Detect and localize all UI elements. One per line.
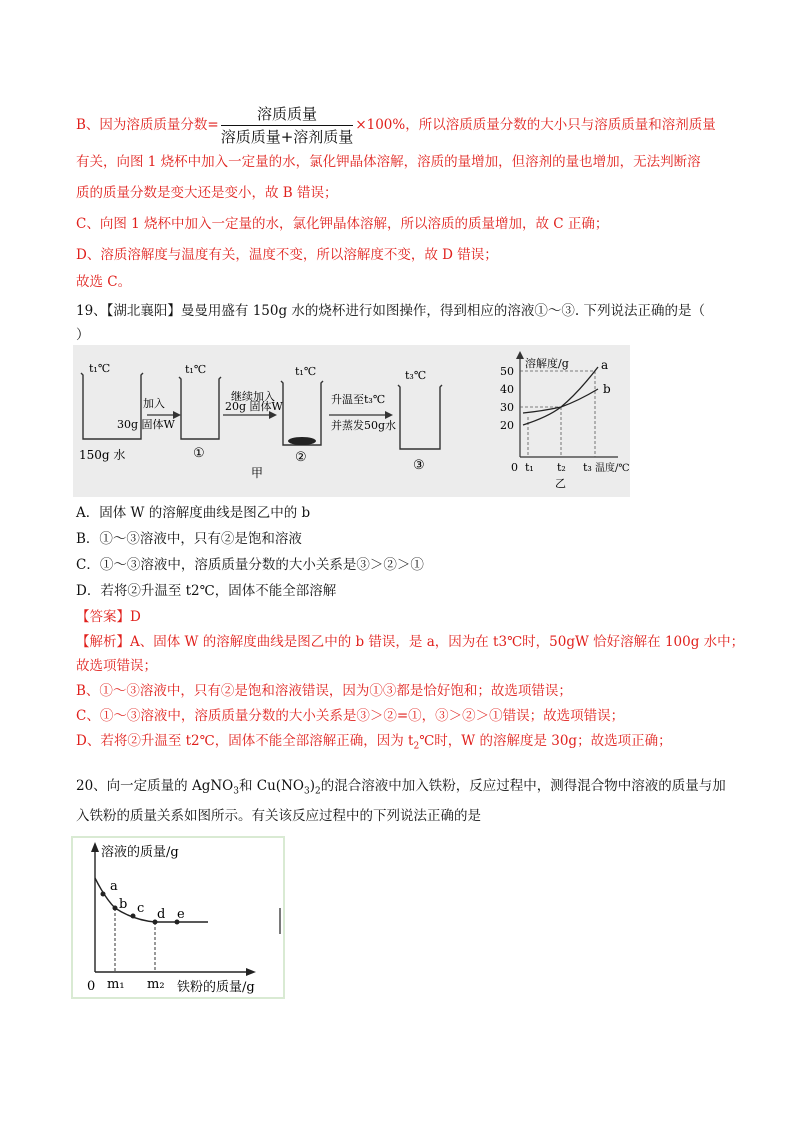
arrow-2 [223,389,284,419]
formula-numerator: 溶质质量 [221,104,354,126]
beaker-0 [79,362,143,462]
q19-option-d: D．若将②升温至 t2℃，固体不能全部溶解 [76,583,337,599]
formula-denominator: 溶质质量+溶剂质量 [220,128,354,146]
q20-stem-paren: ) [309,778,315,794]
beaker3-label: ③ [413,458,425,473]
q20-origin: 0 [87,979,96,994]
ytick-30: 30 [500,401,514,414]
undissolved-solid [288,437,316,445]
q19-analysis-a-line2: 故选项错误； [76,658,157,674]
point-b [113,906,118,911]
label-e: e [177,907,185,922]
beaker-2 [281,365,323,465]
q20-stem-line2: 入铁粉的质量关系如图所示。有关该反应过程中的下列说法正确的是 [76,808,481,824]
q19-analysis-d-prefix: D、若将②升温至 t2℃，固体不能全部溶解正确，因为 t [76,733,414,749]
q18-b-prefix: B、因为溶质质量分数= [76,117,219,133]
mass-fraction-formula [221,104,354,147]
q19-option-c: C．①～③溶液中，溶质质量分数的大小关系是③＞②＞① [76,557,424,573]
beaker-3 [398,369,442,473]
arrow-1 [117,396,181,431]
q19-stem-line2: ） [76,327,90,343]
q19-figure-svg [73,345,630,497]
q19-answer: 【答案】D [76,609,141,625]
q20-m2: m₂ [147,977,165,992]
q19-analysis-a-line1: 【解析】A、固体 W 的溶解度曲线是图乙中的 b 错误，是 a，因为在 t3℃时，50gW 恰好溶解在 100g 水中； [76,634,745,650]
jia-label: 甲 [251,466,264,480]
q19-analysis-d [76,731,672,757]
label-d: d [157,907,166,922]
solubility-ylabel: 溶解度/g [525,357,569,370]
label-c: c [137,901,145,916]
ytick-50: 50 [500,365,514,378]
label-a: a [110,879,118,894]
q19-stem-line1: 19、【湖北襄阳】曼曼用盛有 150g 水的烧杯进行如图操作，得到相应的溶液①～③. 下列说法正确的是（ [76,303,706,319]
q19-analysis-d-suffix: ℃时，W 的溶解度是 30g；故选项正确； [419,733,672,749]
q18-option-b-line3: 质的质量分数是变大还是变小，故 B 错误； [76,185,338,201]
ytick-20: 20 [500,419,514,432]
q20-figure [71,836,285,999]
q19-analysis-d-sub: 2 [413,741,420,752]
beaker0-temp: t₁℃ [89,362,111,375]
arrow3-top: 升温至t₃℃ [331,393,386,406]
q18-b-suffix: ×100%，所以溶质质量分数的大小只与溶质质量和溶剂质量 [355,117,716,133]
q19-option-b: B．①～③溶液中，只有②是饱和溶液 [76,531,302,547]
xtick-t3: t₃ [583,461,592,474]
q20-m1: m₁ [107,977,125,992]
q18-option-b-line2: 有关，向图 1 烧杯中加入一定量的水，氯化钾晶体溶解，溶质的量增加，但溶剂的量也增加，无法判断溶 [76,154,701,170]
beaker2-temp: t₁℃ [295,365,317,378]
beaker-1 [179,363,221,461]
beaker0-label: 150g 水 [79,448,126,462]
q20-ylabel: 溶液的质量/g [101,845,179,860]
q19-analysis-b: B、①～③溶液中，只有②是饱和溶液错误，因为①③都是恰好饱和；故选项错误； [76,683,572,699]
beaker1-label: ① [193,446,205,461]
solubility-xlabel: 温度/℃ [595,463,630,474]
arrow1-top: 加入 [143,397,165,410]
ytick-40: 40 [500,383,514,396]
arrow-3 [329,392,396,432]
q20-figure-svg [73,838,283,997]
q20-sub-2: 2 [314,786,321,797]
q18-option-d: D、溶质溶解度与温度有关，温度不变，所以溶解度不变，故 D 错误； [76,247,498,263]
xtick-0: 0 [511,461,518,474]
arrow1-bottom: 30g 固体W [117,418,175,431]
q20-stem-mid: 和 Cu(NO [238,778,304,794]
point-c [131,914,136,919]
beaker1-temp: t₁℃ [185,363,207,376]
arrow3-bottom: 并蒸发50g水 [331,419,397,432]
point-a [101,892,106,897]
q18-conclusion: 故选 C。 [76,274,132,290]
q19-figure [73,345,630,497]
arrow2-bottom: 20g 固体W [225,400,283,413]
curve-b-line [523,389,598,413]
q20-sub-3b: 3 [303,786,310,797]
curve-b-label: b [603,382,611,396]
q18-option-c: C、向图 1 烧杯中加入一定量的水，氯化钾晶体溶解，所以溶质的质量增加，故 C 正确； [76,216,609,232]
q20-xlabel: 铁粉的质量/g [177,980,255,995]
q19-analysis-c: C、①～③溶液中，溶质质量分数的大小关系是③＞②=①，③＞②＞①错误；故选项错误； [76,708,625,724]
label-b: b [119,897,128,912]
xtick-t1: t₁ [525,461,534,474]
arrow2-top: 继续加入 [231,390,275,403]
q20-stem-suffix: 的混合溶液中加入铁粉，反应过程中，测得混合物中溶液的质量与加 [320,778,726,794]
yi-label: 乙 [555,477,566,490]
q19-option-a: A．固体 W 的溶解度曲线是图乙中的 b [76,505,311,521]
q18-option-b-line1 [76,104,716,147]
solubility-graph [500,351,630,490]
curve-a-label: a [601,358,609,372]
q20-stem-line1 [76,776,726,802]
beaker2-label: ② [295,450,307,465]
beaker3-temp: t₃℃ [405,369,427,382]
xtick-t2: t₂ [557,461,566,474]
q20-sub-3: 3 [233,786,239,797]
q20-stem-prefix: 20、向一定质量的 AgNO [76,778,234,794]
